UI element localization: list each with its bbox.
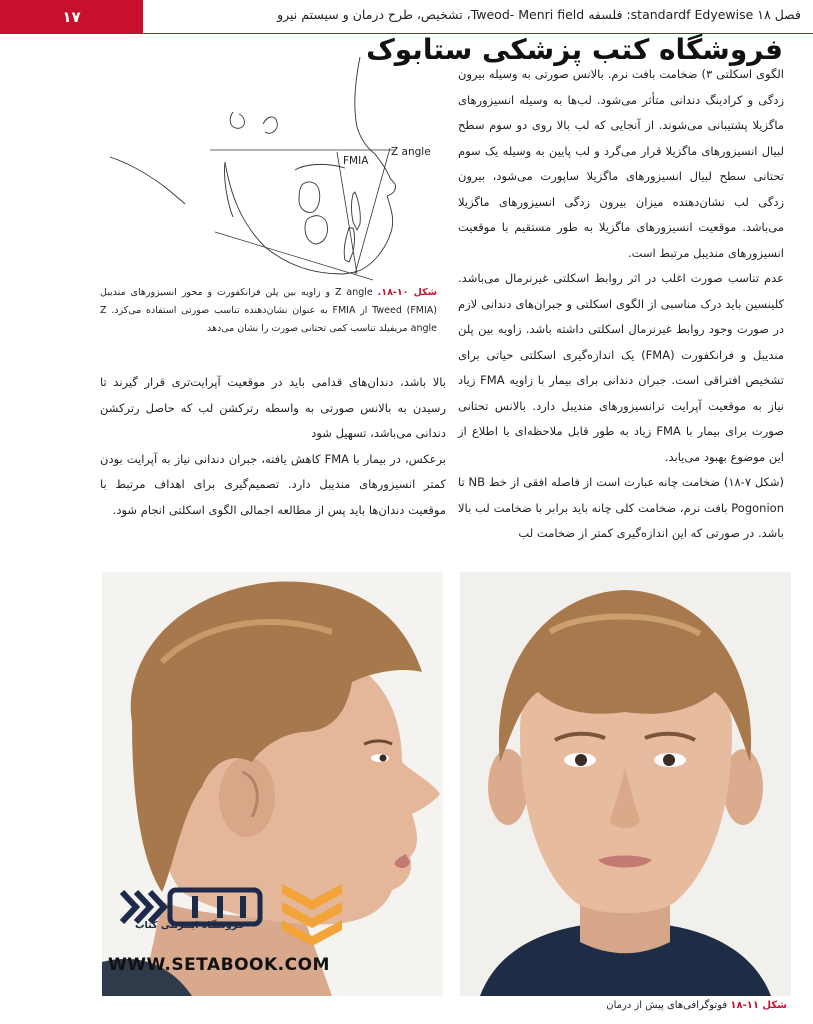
- figure-10-caption: [100, 284, 437, 338]
- molar-upper: [299, 182, 320, 212]
- shop-watermark-banner: فروشگاه کتب پزشکی ستابوک: [366, 33, 783, 66]
- upper-incisor: [352, 192, 361, 230]
- mandible-outline: [225, 162, 355, 274]
- fmia-label: FMIA: [343, 155, 369, 167]
- figure-10-label: شکل ۱۰-۱۸.: [377, 287, 437, 298]
- brand-wordmark-graphic: [170, 890, 260, 924]
- paragraph: برعکس، در بیمار با FMA کاهش یافته، جبران دندانی نیاز به آپرایت بودن کمتر انسیزورهای مندیبل دارد. تصمیم‌گیری برای اهداف مرتبط با موقعیت دندان‌ها باید پس از مطالعه اجمالی الگوی اسکلتی انجام شود.: [100, 451, 446, 517]
- page-number: ۱۷: [0, 0, 143, 34]
- book-stack-icon: [282, 884, 342, 946]
- page-header: [0, 0, 813, 34]
- paragraph: عدم تناسب صورت اغلب در اثر روابط اسکلتی غیرنرمال می‌باشد. کلینسین باید درک مناسبی از الگوی اسکلتی و جبران‌های دندانی لازم در صورت وجود روابط غیرنرمال اسکلتی داشته باشد. زاویه بین پلن مندیبل و فرانکفورت (FMA) یک اندازه‌گیری اسکلتی حیاتی برای تشخیص افتراقی است. جبران دندانی برای بیمار با زاویه FMA زیاد نیاز به موقعیت آپرایت ترانسیزورهای مندیبل دارد. بالانس تحتانی صورت برای بیمار با FMA زیاد به طور قابل ملاحظه‌ای با اطلاع از این موضوع بهبود می‌یابد.: [458, 271, 784, 464]
- z-angle-label: Z angle: [391, 146, 431, 158]
- frontal-photo-illustration: [460, 572, 791, 996]
- chevron-icon: [122, 892, 164, 922]
- paragraph: (شکل ۷-۱۸) ضخامت چانه عبارت است از فاصله افقی از خط NB تا Pogonion بافت نرم، ضخامت کلی چانه باید برابر با ضخامت لب بالا باشد. در صورتی که این اندازه‌گیری کمتر از ضخامت لب: [458, 475, 784, 540]
- mandibular-plane: [215, 232, 373, 280]
- occiput-curve: [110, 157, 185, 204]
- paragraph: بالا باشد، دندان‌های قدامی باید در موقعیت آپرایت‌تری قرار گیرند تا رسیدن به بالانس صورتی به واسطه رترکشن لب که حاصل رترکشن دندانی می‌باشد، تسهیل شود: [100, 375, 446, 440]
- paragraph: الگوی اسکلتی ۳) ضخامت بافت نرم. بالانس صورتی به وسیله بیرون زدگی و کرادینگ دندانی متأثر می‌شود. لب‌ها به وسیله انسیزورهای ماگزیلا پشتیبانی می‌شوند. از آنجایی که لب بالا روی دو سوم سطح لبیال انسیزورهای ماگزیلا قرار می‌گرد و لب پایین به وسیله یک سوم تحتانی سطح لبیال انسیزورهای ماگزیلا ساپورت می‌شود، بیرون زدگی لب نشان‌دهنده میزان بیرون زدگی انسیزورهای ماگزیلا می‌باشد. موقعیت انسیزورهای ماگزیلا به طور مستقیم با موقعیت انسیزورهای مندیبل مرتبط است.: [458, 67, 784, 260]
- body-text-right-column: [458, 62, 784, 547]
- setabook-tagline: فروشگاه اینترنتی کتاب: [135, 920, 244, 931]
- figure-11-caption-text: فوتوگرافی‌های پیش از درمان: [606, 1000, 731, 1011]
- ear-contour: [263, 117, 277, 133]
- orbit-outline: [230, 112, 244, 128]
- lower-incisor: [344, 228, 354, 262]
- cephalometric-tracing: [105, 52, 445, 284]
- figure-11-caption: [606, 1000, 787, 1011]
- figure-11-label: شکل ۱۱-۱۸: [730, 1000, 787, 1011]
- setabook-url: WWW.SETABOOK.COM: [108, 955, 330, 975]
- molar-lower: [305, 216, 328, 244]
- frontal-photo: [460, 572, 791, 996]
- figure-10-caption-text: Z angle و زاویه بین پلن فرانکفورت و محور انسیزورهای مندیبل Tweed (FMIA) از FMIA به عنوان نشان‌دهنده تناسب صورتی استفاده می‌کرد. Z angle مریفیلد تناسب کمی تحتانی صورت را نشان می‌دهد: [100, 287, 437, 334]
- soft-palate: [295, 164, 345, 170]
- incisor-axis: [337, 152, 357, 274]
- body-text-left-column: [100, 370, 446, 523]
- running-title: فصل ۱۸ standardf Edyewise: فلسفه Tweod- Menri field، تشخیص، طرح درمان و سیستم نیرو: [277, 7, 801, 22]
- skull-outline: [355, 57, 375, 154]
